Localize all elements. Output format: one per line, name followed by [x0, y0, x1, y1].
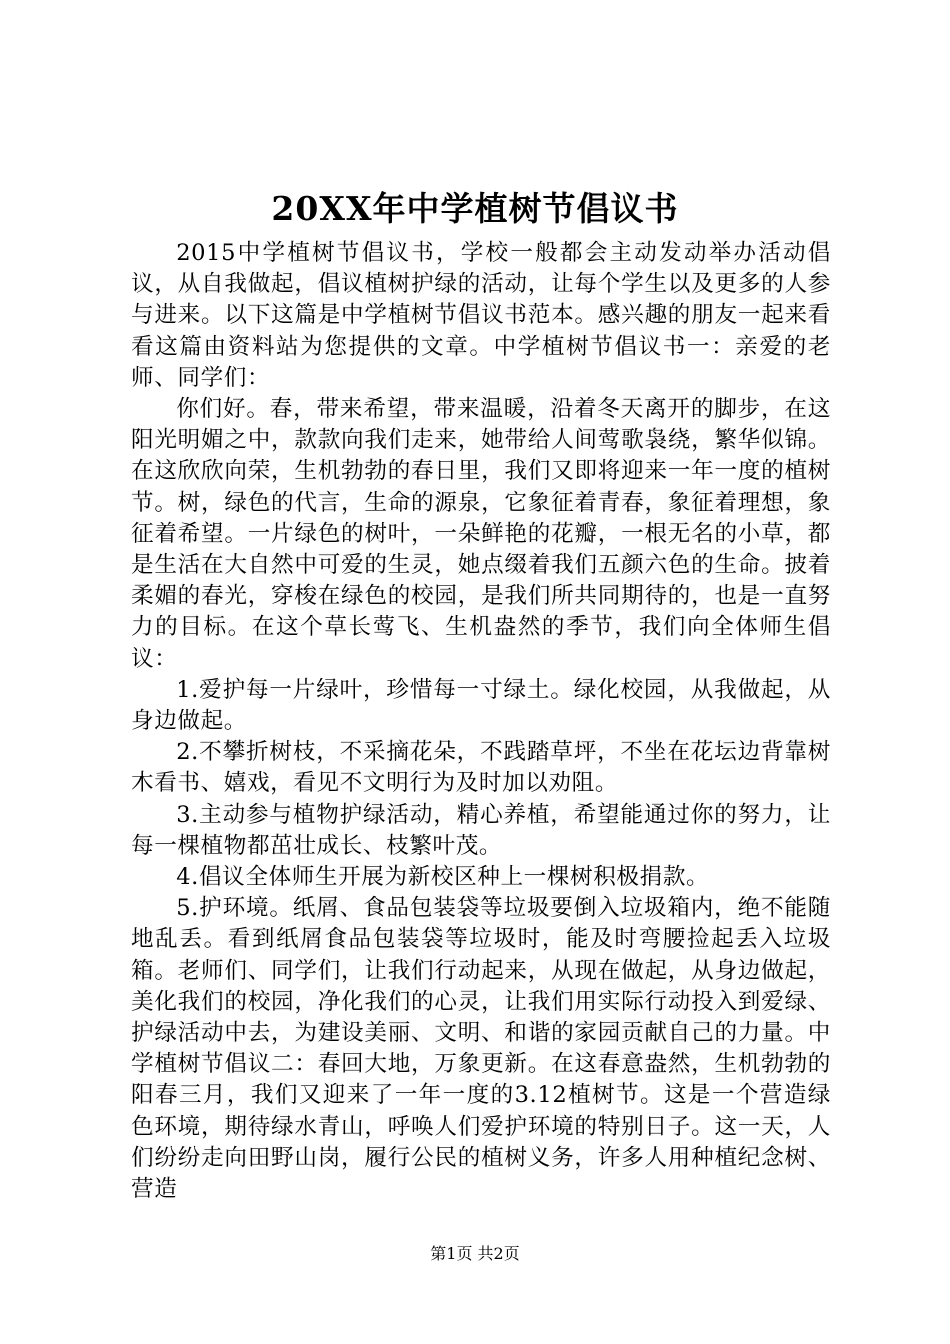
- paragraph-greeting: 你们好。春，带来希望，带来温暖，沿着冬天离开的脚步，在这阳光明媚之中，款款向我们走来，她带给人间莺歌袅绕，繁华似锦。在这欣欣向荣，生机勃勃的春日里，我们又即将迎来一年一度的植树节。树，绿色的代言，生命的源泉，它象征着青春，象征着理想，象征着希望。一片绿色的树叶，一朵鲜艳的花瓣，一根无名的小草，都是生活在大自然中可爱的生灵，她点缀着我们五颜六色的生命。披着柔媚的春光，穿梭在绿色的校园，是我们所共同期待的，也是一直努力的目标。在这个草长莺飞、生机盎然的季节，我们向全体师生倡议：: [131, 396, 831, 672]
- document-title: 20XX年中学植树节倡议书: [271, 189, 679, 228]
- paragraph-item-1: 1.爱护每一片绿叶，珍惜每一寸绿土。绿化校园，从我做起，从身边做起。: [131, 676, 831, 735]
- page-footer: 第1页 共2页: [430, 1244, 520, 1263]
- paragraph-item-4: 4.倡议全体师生开展为新校区种上一棵树积极捐款。: [176, 864, 710, 891]
- paragraph-item-3: 3.主动参与植物护绿活动，精心养植，希望能通过你的努力，让每一棵植物都茁壮成长、枝繁叶茂。: [131, 801, 831, 859]
- document-body: [131, 238, 831, 1205]
- paragraph-item-5: 5.护环境。纸屑、食品包装袋等垃圾要倒入垃圾箱内，绝不能随地乱丢。看到纸屑食品包装袋等垃圾时，能及时弯腰捡起丢入垃圾箱。老师们、同学们，让我们行动起来，从现在做起，从身边做起，美化我们的校园，净化我们的心灵，让我们用实际行动投入到爱绿、护绿活动中去，为建设美丽、文明、和谐的家园贡献自己的力量。中学植树节倡议二：春回大地，万象更新。在这春意盎然，生机勃勃的阳春三月，我们又迎来了一年一度的3.12植树节。这是一个营造绿色环境，期待绿水青山，呼唤人们爱护环境的特别日子。这一天，人们纷纷走向田野山岗，履行公民的植树义务，许多人用种植纪念树、营造: [131, 895, 831, 1203]
- paragraph-item-2: 2.不攀折树枝，不采摘花朵，不践踏草坪，不坐在花坛边背靠树木看书、嬉戏，看见不文明行为及时加以劝阻。: [131, 739, 831, 797]
- paragraph-intro: 2015中学植树节倡议书，学校一般都会主动发动举办活动倡议，从自我做起，倡议植树护绿的活动，让每个学生以及更多的人参与进来。以下这篇是中学植树节倡议书范本。感兴趣的朋友一起来看看这篇由资料站为您提供的文章。中学植树节倡议书一：亲爱的老师、同学们：: [131, 240, 831, 391]
